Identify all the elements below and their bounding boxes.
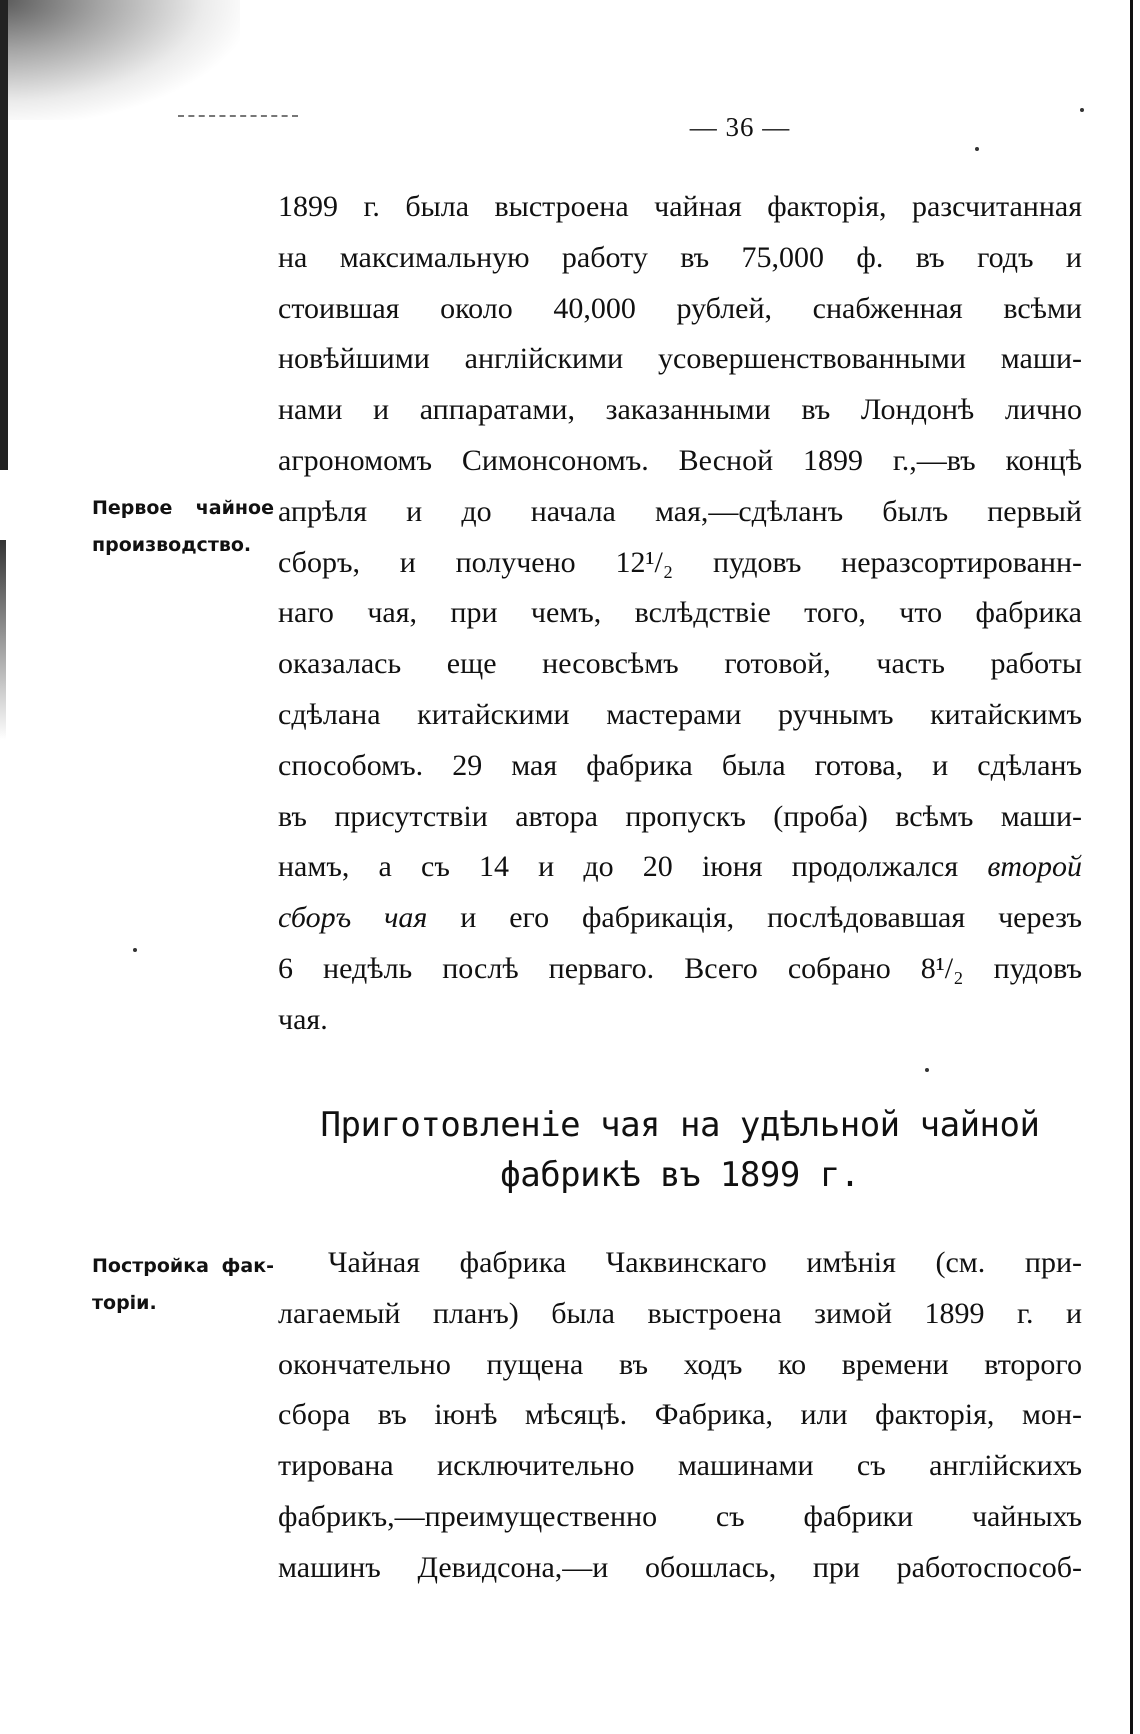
paragraph-2 [278, 1238, 1082, 1594]
scan-artifact-corner [0, 0, 240, 120]
section-heading-line: Приготовленіе чая на удѣльной чайной [320, 1105, 1040, 1145]
scan-speck [925, 1068, 929, 1072]
text-line: 1899 г. была выстроена чайная факторія, разсчитанная [278, 190, 1082, 223]
text-line: наго чая, при чемъ, вслѣдствіе того, что фабрика [278, 596, 1082, 630]
text-line: тирована исключительно машинами съ англійскихъ [278, 1449, 1082, 1483]
scan-artifact-right-edge [1130, 0, 1133, 1734]
text-line-with-italic [278, 893, 1082, 944]
text-line: агрономомъ Симонсономъ. Весной 1899 г.,—въ концѣ [278, 443, 1082, 477]
page-number: — 36 — [689, 112, 791, 142]
margin-note-line: торіи. [92, 1292, 157, 1314]
text-line: способомъ. 29 мая фабрика была готова, и сдѣланъ [278, 748, 1082, 782]
text-line: машинъ Девидсона,—и обошлась, при работоспособ- [278, 1550, 1082, 1584]
margin-note-line: Постройка фак- [92, 1255, 274, 1277]
margin-note-line: Первое чайное [92, 497, 274, 519]
text-line-with-italic [278, 842, 1082, 893]
text-line: лагаемый планъ) была выстроена зимой 1899 г. и [278, 1296, 1082, 1330]
scan-speck [133, 948, 137, 952]
text-line: 6 недѣль послѣ перваго. Всего собрано 8¹/₂ пудовъ [278, 951, 1082, 985]
text-segment: и его фабрикація, послѣдовавшая черезъ [460, 901, 1082, 935]
text-line: чая. [278, 1002, 328, 1036]
text-line: фабрикъ,—преимущественно съ фабрики чайныхъ [278, 1499, 1082, 1533]
text-line: окончательно пущена въ ходъ ко времени второго [278, 1347, 1082, 1381]
section-heading [278, 1100, 1082, 1200]
text-line: сбора въ іюнѣ мѣсяцѣ. Фабрика, или факторія, мон- [278, 1398, 1082, 1432]
text-line: новѣйшими англійскими усовершенствованными маши- [278, 342, 1082, 376]
margin-note-first-production [92, 490, 274, 564]
text-segment: намъ, а съ 14 и до 20 іюня продолжался [278, 850, 959, 884]
section-heading-line: фабрикѣ въ 1899 г. [500, 1155, 860, 1195]
text-line: нами и аппаратами, заказанными въ Лондонѣ лично [278, 393, 1082, 427]
margin-note-factory-construction [92, 1248, 274, 1322]
text-line: на максимальную работу въ 75,000 ф. въ годъ и [278, 240, 1082, 274]
text-line: сдѣлана китайскими мастерами ручнымъ китайскимъ [278, 697, 1082, 731]
scan-artifact-left-edge [0, 0, 8, 470]
text-line: сборъ, и получено 12¹/₂ пудовъ неразсортированн- [278, 545, 1082, 579]
text-line: стоившая около 40,000 рублей, снабженная всѣми [278, 291, 1082, 325]
text-line: въ присутствіи автора пропускъ (проба) всѣмъ маши- [278, 799, 1082, 833]
scan-artifact-left-edge-lower [0, 540, 6, 740]
margin-note-line: производство. [92, 534, 252, 556]
italic-phrase: второй [987, 850, 1083, 884]
text-line: Чайная фабрика Чаквинскаго имѣнія (см. при- [328, 1246, 1082, 1279]
italic-phrase: сборъ чая [278, 901, 428, 935]
paragraph-1 [278, 182, 1082, 1046]
text-line: оказалась еще несовсѣмъ готовой, часть работы [278, 647, 1082, 681]
text-line: апрѣля и до начала мая,—сдѣланъ былъ первый [278, 494, 1082, 528]
scan-speck [975, 147, 979, 151]
